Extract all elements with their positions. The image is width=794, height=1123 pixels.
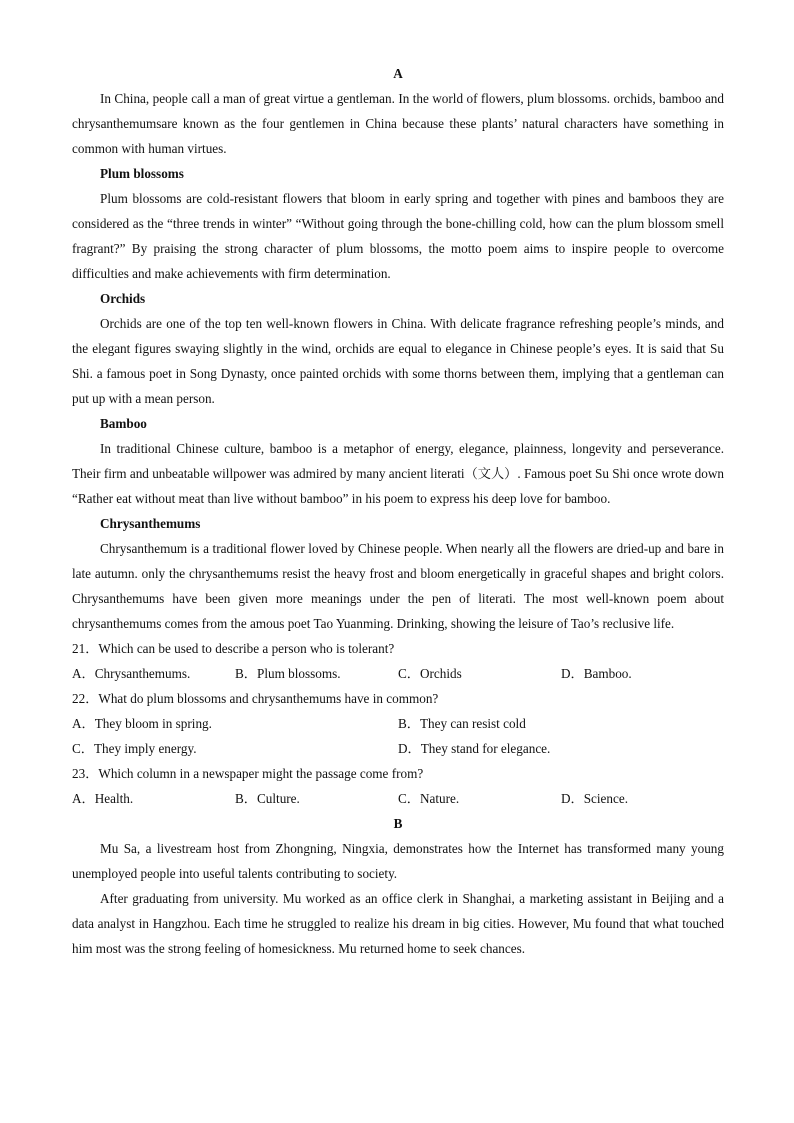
question-22-options-row1 (72, 711, 724, 736)
chrysanthemums-heading: Chrysanthemums (100, 516, 201, 531)
q22-option-a[interactable]: A．They bloom in spring. (72, 716, 212, 731)
section-a-intro: In China, people call a man of great virtue a gentleman. In the world of flowers, plum blossoms. orchids, bamboo and chrysanthemumsare known as the four gentlemen in China because these plants’ natural characters have something in common with human virtues. (72, 91, 724, 156)
question-23-options (72, 786, 724, 811)
question-21: 21．Which can be used to describe a person who is tolerant? (72, 641, 395, 656)
orchids-heading: Orchids (100, 291, 146, 306)
q23-option-d[interactable]: D．Science. (561, 791, 629, 806)
q21-option-c[interactable]: C．Orchids (398, 666, 462, 681)
document-page (72, 61, 724, 961)
question-22-options-row2 (72, 736, 724, 761)
question-21-options (72, 661, 724, 686)
q21-option-d[interactable]: D．Bamboo. (561, 666, 632, 681)
plum-paragraph: Plum blossoms are cold-resistant flowers that bloom in early spring and together with pines and bamboos they are considered as the “three trends in winter” “Without going through the bone-chilling cold, how can the plum blossom smell fragrant?” By praising the strong character of plum blossoms, the motto poem aims to inspire people to overcome difficulties and make achievements with firm determination. (72, 191, 724, 281)
q22-option-b[interactable]: B．They can resist cold (398, 716, 526, 731)
q22-option-c[interactable]: C．They imply energy. (72, 741, 197, 756)
section-a-label: A (393, 66, 403, 81)
q23-option-c[interactable]: C．Nature. (398, 791, 460, 806)
q22-option-d[interactable]: D．They stand for elegance. (398, 741, 551, 756)
q21-option-a[interactable]: A．Chrysanthemums. (72, 666, 191, 681)
section-b-paragraph-1: Mu Sa, a livestream host from Zhongning, Ningxia, demonstrates how the Internet has transformed many young unemployed people into useful talents contributing to society. (72, 841, 724, 881)
question-22: 22．What do plum blossoms and chrysanthemums have in common? (72, 691, 439, 706)
q21-option-b[interactable]: B．Plum blossoms. (235, 666, 341, 681)
section-b-paragraph-2: After graduating from university. Mu worked as an office clerk in Shanghai, a marketing assistant in Beijing and a data analyst in Hangzhou. Each time he struggled to realize his dream in big cities. However, Mu found that what touched him most was the strong feeling of homesickness. Mu returned home to seek chances. (72, 891, 724, 956)
q23-option-a[interactable]: A．Health. (72, 791, 134, 806)
plum-heading: Plum blossoms (100, 166, 184, 181)
question-23: 23．Which column in a newspaper might the passage come from? (72, 766, 424, 781)
orchids-paragraph: Orchids are one of the top ten well-known flowers in China. With delicate fragrance refreshing people’s minds, and the elegant figures swaying slightly in the wind, orchids are equal to elegance in Chinese people’s eyes. It is said that Su Shi. a famous poet in Song Dynasty, once painted orchids with some thorns between them, implying that a gentleman can put up with a mean person. (72, 316, 724, 406)
q23-option-b[interactable]: B．Culture. (235, 791, 300, 806)
section-b-label: B (393, 816, 403, 831)
bamboo-heading: Bamboo (100, 416, 147, 431)
bamboo-paragraph: In traditional Chinese culture, bamboo is a metaphor of energy, elegance, plainness, longevity and perseverance. Their firm and unbeatable willpower was admired by many ancient literati（文人）. Famous poet Su Shi once wrote down “Rather eat without meat than live without bamboo” in his poem to express his deep love for bamboo. (72, 441, 724, 506)
chrysanthemums-paragraph: Chrysanthemum is a traditional flower loved by Chinese people. When nearly all the flowers are dried-up and bare in late autumn. only the chrysanthemums resist the heavy frost and bloom energetically in graceful shapes and bright colors. Chrysanthemums have been given more meanings under the pen of literati. The most well-known poem about chrysanthemums comes from the amous poet Tao Yuanming. Drinking, showing the leisure of Tao’s reclusive life. (72, 541, 724, 631)
